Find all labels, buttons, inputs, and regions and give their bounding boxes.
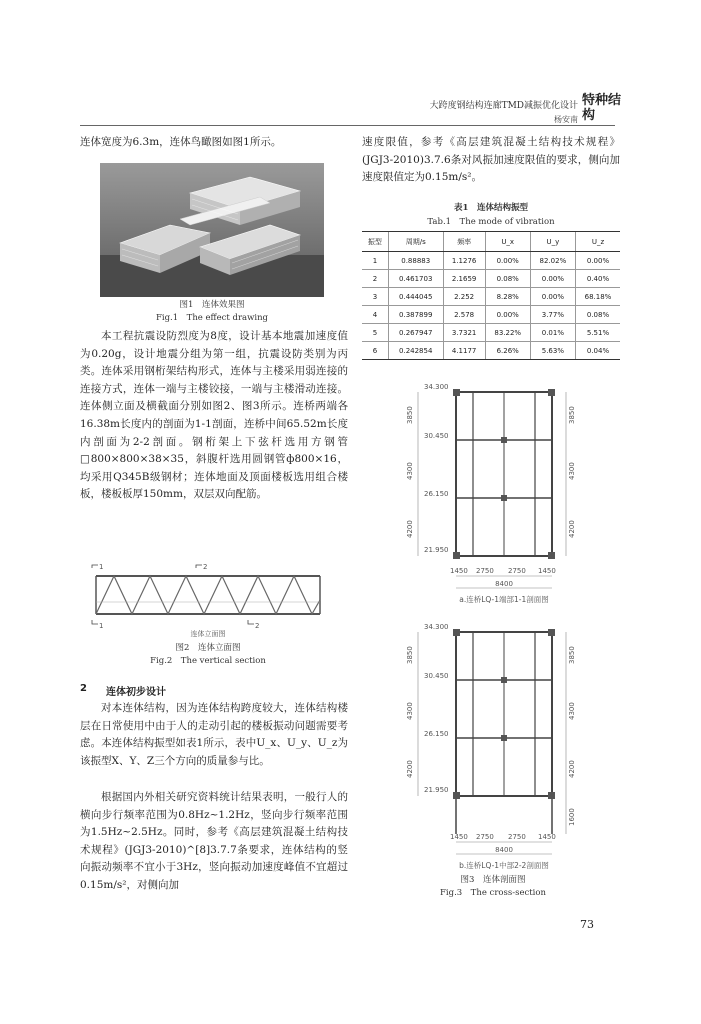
fig3b-caption: b.连桥LQ-1中部2-2剖面图 bbox=[459, 861, 549, 870]
table-cell: 3.7321 bbox=[443, 324, 485, 342]
figure1-caption-cn: 图1 连体效果图 bbox=[179, 300, 245, 310]
table1-title-en: Tab.1 The mode of vibration bbox=[427, 217, 555, 227]
table-cell: 0.00% bbox=[485, 306, 530, 324]
fig2-mark-2-bottom: 2 bbox=[255, 622, 260, 630]
fig3b-level-2: 30.450 bbox=[424, 672, 449, 680]
figure1-caption-en: Fig.1 The effect drawing bbox=[155, 313, 268, 323]
table-cell: 3 bbox=[362, 288, 388, 306]
table-cell: 0.00% bbox=[530, 270, 575, 288]
table-row bbox=[362, 252, 620, 270]
fig3b-bottom-dim-3: 2750 bbox=[508, 833, 526, 841]
figure2-elevation-drawing bbox=[88, 562, 328, 638]
table-cell: 2.578 bbox=[443, 306, 485, 324]
fig2-mark-2-top: 2 bbox=[203, 563, 208, 571]
table-cell: 83.22% bbox=[485, 324, 530, 342]
table-cell: 82.02% bbox=[530, 252, 575, 270]
table-cell: 0.01% bbox=[530, 324, 575, 342]
fig3a-right-dim-1: 3850 bbox=[568, 406, 576, 424]
table-cell: 68.18% bbox=[575, 288, 620, 306]
th-mode: 振型 bbox=[362, 232, 388, 252]
fig3a-bottom-dim-2: 2750 bbox=[476, 567, 494, 575]
paragraph-vibration-modes: 对本连体结构，因为连体结构跨度较大，连体结构楼层在日常使用中由于人的走动引起的楼板振动问题需要考虑。本连体结构振型如表1所示，表中U_x、U_y、U_z为该振型X、Y、Z三个方向的质量参与比。 bbox=[80, 702, 348, 767]
fig3a-level-2: 30.450 bbox=[424, 432, 449, 440]
fig3b-left-dim-1: 3850 bbox=[406, 646, 414, 664]
table-cell: 1.1276 bbox=[443, 252, 485, 270]
fig3b-right-dim-2: 4300 bbox=[568, 702, 576, 720]
fig3b-bottom-dim-2: 2750 bbox=[476, 833, 494, 841]
fig3a-left-dim-1: 3850 bbox=[406, 406, 414, 424]
table-row bbox=[362, 270, 620, 288]
fig3a-left-dim-3: 4200 bbox=[406, 520, 414, 538]
table-row bbox=[362, 306, 620, 324]
paragraph-walking-frequency: 根据国内外相关研究资料统计结果表明，一般行人的横向步行频率范围为0.8Hz~1.2Hz，竖向步行频率范围为1.5Hz~2.5Hz。同时，参考《高层建筑混凝土结构技术规程》(JGJ3-2010)^[8]3.7.7条要求，连体结构的竖向振动频率不宜小于3Hz，竖向振动加速度峰值不宜超过0.15m/s²，对侧向加 bbox=[80, 791, 348, 891]
figure3b-section-drawing bbox=[398, 620, 588, 872]
fig3a-level-1: 34.300 bbox=[424, 383, 449, 391]
table-cell: 0.04% bbox=[575, 342, 620, 360]
table-cell: 0.444045 bbox=[388, 288, 443, 306]
table-cell: 3.77% bbox=[530, 306, 575, 324]
table-cell: 6.26% bbox=[485, 342, 530, 360]
table-cell: 1 bbox=[362, 252, 388, 270]
table-row bbox=[362, 288, 620, 306]
table-header-row bbox=[362, 232, 620, 252]
table-cell: 4 bbox=[362, 306, 388, 324]
fig3a-level-3: 26.150 bbox=[424, 490, 449, 498]
paragraph-project-description: 本工程抗震设防烈度为8度，设计基本地震加速度值为0.20g，设计地震分组为第一组，抗震设防类别为丙类。连体采用钢桁架结构形式，连体与主楼采用弱连接的连接方式，连体一端与主楼铰接，一端与主楼滑动连接。连体侧立面及横截面分别如图2、图3所示。连桥两端各16.38m长度内的剖面为1-1剖面，连桥中间65.52m长度内剖面为2-2剖面。钢桁架上下弦杆选用方钢管□800×800×38×35，斜腹杆选用圆钢管ф800×16，均采用Q345B级钢材；连体地面及顶面楼板选用组合楼板，楼板板厚150mm，双层双向配筋。 bbox=[80, 330, 348, 501]
fig3a-bottom-dim-1: 1450 bbox=[450, 567, 468, 575]
table-cell: 2.1659 bbox=[443, 270, 485, 288]
figure3-caption-en: Fig.3 The cross-section bbox=[440, 888, 546, 898]
figure2-caption-cn: 图2 连体立面图 bbox=[175, 643, 241, 653]
table-cell: 0.461703 bbox=[388, 270, 443, 288]
fig3b-bottom-dim-4: 1450 bbox=[538, 833, 556, 841]
table-cell: 5 bbox=[362, 324, 388, 342]
table-cell: 0.40% bbox=[575, 270, 620, 288]
fig3a-caption: a.连桥LQ-1端部1-1剖面图 bbox=[459, 595, 549, 604]
fig3a-total-width: 8400 bbox=[495, 580, 513, 588]
table-row bbox=[362, 324, 620, 342]
fig3a-right-dim-3: 4200 bbox=[568, 520, 576, 538]
table-cell: 0.00% bbox=[485, 252, 530, 270]
section-number: 2 bbox=[80, 683, 87, 694]
table-cell: 0.08% bbox=[575, 306, 620, 324]
th-period: 周期/s bbox=[388, 232, 443, 252]
table-cell: 8.28% bbox=[485, 288, 530, 306]
fig3b-level-1: 34.300 bbox=[424, 623, 449, 631]
page-number: 73 bbox=[580, 918, 594, 931]
intro-sentence: 连体宽度为6.3m，连体鸟瞰图如图1所示。 bbox=[80, 136, 282, 148]
table-cell: 2.252 bbox=[443, 288, 485, 306]
table-cell: 2 bbox=[362, 270, 388, 288]
figure2-caption-en: Fig.2 The vertical section bbox=[150, 656, 266, 666]
th-frequency: 频率 bbox=[443, 232, 485, 252]
table-cell: 0.242854 bbox=[388, 342, 443, 360]
header-rule bbox=[80, 125, 615, 126]
figure1-aerial-render bbox=[100, 163, 324, 297]
table-cell: 0.387899 bbox=[388, 306, 443, 324]
fig3a-level-4: 21.950 bbox=[424, 546, 449, 554]
th-uy: U_y bbox=[530, 232, 575, 252]
th-uz: U_z bbox=[575, 232, 620, 252]
table-cell: 4.1177 bbox=[443, 342, 485, 360]
fig3b-level-4: 21.950 bbox=[424, 786, 449, 794]
table-cell: 0.00% bbox=[530, 288, 575, 306]
running-title: 大跨度钢结构连廊TMD减振优化设计 bbox=[429, 101, 578, 111]
fig3a-right-dim-2: 4300 bbox=[568, 462, 576, 480]
figure3a-section-drawing bbox=[398, 380, 588, 608]
table1-vibration-modes bbox=[362, 231, 620, 360]
section-title: 连体初步设计 bbox=[106, 687, 166, 698]
fig3a-left-dim-2: 4300 bbox=[406, 462, 414, 480]
table-cell: 5.63% bbox=[530, 342, 575, 360]
table-cell: 0.08% bbox=[485, 270, 530, 288]
paragraph-acceleration-limit: 速度限值，参考《高层建筑混凝土结构技术规程》(JGJ3-2010)3.7.6条对风振加速度限值的要求，侧向加速度限值定为0.15m/s²。 bbox=[362, 136, 620, 184]
table1-title-cn: 表1 连体结构振型 bbox=[454, 203, 528, 213]
fig3b-left-dim-2: 4300 bbox=[406, 702, 414, 720]
fig3a-bottom-dim-3: 2750 bbox=[508, 567, 526, 575]
table-cell: 6 bbox=[362, 342, 388, 360]
table-cell: 0.267947 bbox=[388, 324, 443, 342]
fig3b-level-3: 26.150 bbox=[424, 730, 449, 738]
th-ux: U_x bbox=[485, 232, 530, 252]
fig2-drawing-label: 连体立面图 bbox=[190, 630, 226, 638]
table-cell: 0.00% bbox=[575, 252, 620, 270]
fig3a-bottom-dim-4: 1450 bbox=[538, 567, 556, 575]
fig2-mark-1-top: 1 bbox=[99, 563, 104, 571]
figure3-caption-cn: 图3 连体剖面图 bbox=[460, 875, 526, 885]
fig2-mark-1-bottom: 1 bbox=[99, 622, 104, 630]
table-cell: 5.51% bbox=[575, 324, 620, 342]
table-row bbox=[362, 342, 620, 360]
fig3b-right-dim-3: 4200 bbox=[568, 760, 576, 778]
journal-brand: 特种结构 bbox=[582, 93, 622, 123]
fig3b-total-width: 8400 bbox=[495, 846, 513, 854]
running-author: 杨安南 bbox=[554, 115, 578, 124]
fig3b-bottom-dim-1: 1450 bbox=[450, 833, 468, 841]
fig3b-extra-dim: 1600 bbox=[568, 808, 576, 826]
fig3b-left-dim-3: 4200 bbox=[406, 760, 414, 778]
fig3b-right-dim-1: 3850 bbox=[568, 646, 576, 664]
table-cell: 0.88883 bbox=[388, 252, 443, 270]
